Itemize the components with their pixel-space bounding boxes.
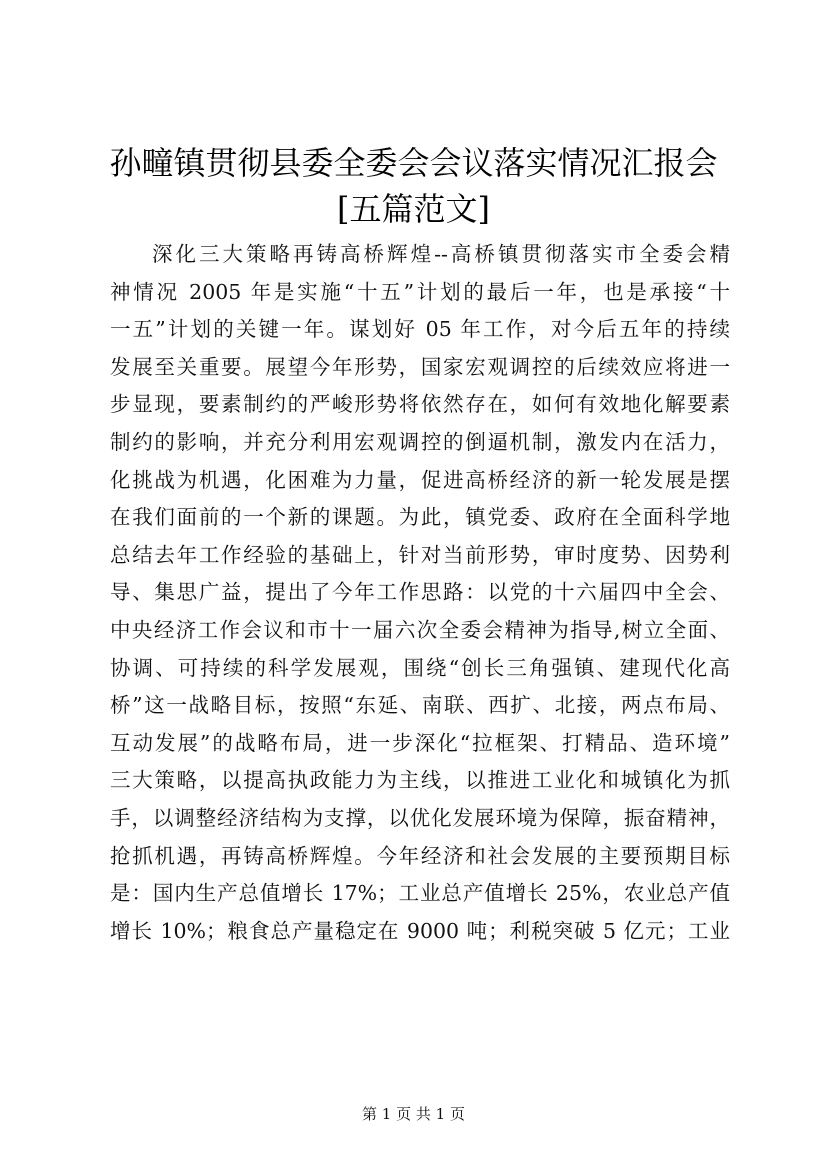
body-line: 三大策略，以提高执政能力为主线，以推进工业化和城镇化为抓	[110, 768, 730, 793]
body-line: 中央经济工作会议和市十一届六次全委会精神为指导,树立全面、	[110, 617, 730, 642]
body-line: 抢抓机遇，再铸高桥辉煌。今年经济和社会发展的主要预期目标	[110, 843, 730, 868]
title-line-1: 孙疃镇贯彻县委全委会会议落实情况汇报会	[109, 144, 718, 182]
body-line: 制约的影响，并充分利用宏观调控的倒逼机制，激发内在活力，	[110, 429, 730, 454]
body-line: 协调、可持续的科学发展观，围绕“创长三角强镇、建现代化高	[110, 655, 730, 680]
body-line: 神情况 2005 年是实施“十五”计划的最后一年，也是承接“十	[110, 279, 730, 304]
body-line: 互动发展”的战略布局，进一步深化“拉框架、打精品、造环境”	[110, 730, 730, 755]
body-line: 手，以调整经济结构为支撑，以优化发展环境为保障，振奋精神，	[110, 805, 730, 830]
title-line-2: [五篇范文]	[337, 190, 490, 228]
body-line: 是：国内生产总值增长 17%；工业总产值增长 25%，农业总产值	[110, 881, 730, 906]
body-line: 增长 10%；粮食总产量稳定在 9000 吨；利税突破 5 亿元；工业	[110, 918, 730, 943]
body-line: 桥”这一战略目标，按照“东延、南联、西扩、北接，两点布局、	[110, 693, 730, 718]
document-title	[100, 140, 727, 232]
body-line: 发展至关重要。展望今年形势，国家宏观调控的后续效应将进一	[110, 354, 730, 379]
body-line: 导、集思广益，提出了今年工作思路：以党的十六届四中全会、	[110, 580, 730, 605]
body-line: 化挑战为机遇，化困难为力量，促进高桥经济的新一轮发展是摆	[110, 467, 730, 492]
body-paragraph	[110, 236, 730, 950]
body-line: 总结去年工作经验的基础上，针对当前形势，审时度势、因势利	[110, 542, 730, 567]
page-footer: 第 1 页 共 1 页	[362, 1105, 465, 1123]
body-line: 一五”计划的关键一年。谋划好 05 年工作，对今后五年的持续	[110, 317, 730, 342]
body-line: 在我们面前的一个新的课题。为此，镇党委、政府在全面科学地	[110, 505, 730, 530]
body-line: 深化三大策略再铸高桥辉煌--高桥镇贯彻落实市全委会精	[152, 242, 730, 266]
body-line: 步显现，要素制约的严峻形势将依然存在，如何有效地化解要素	[110, 392, 730, 417]
